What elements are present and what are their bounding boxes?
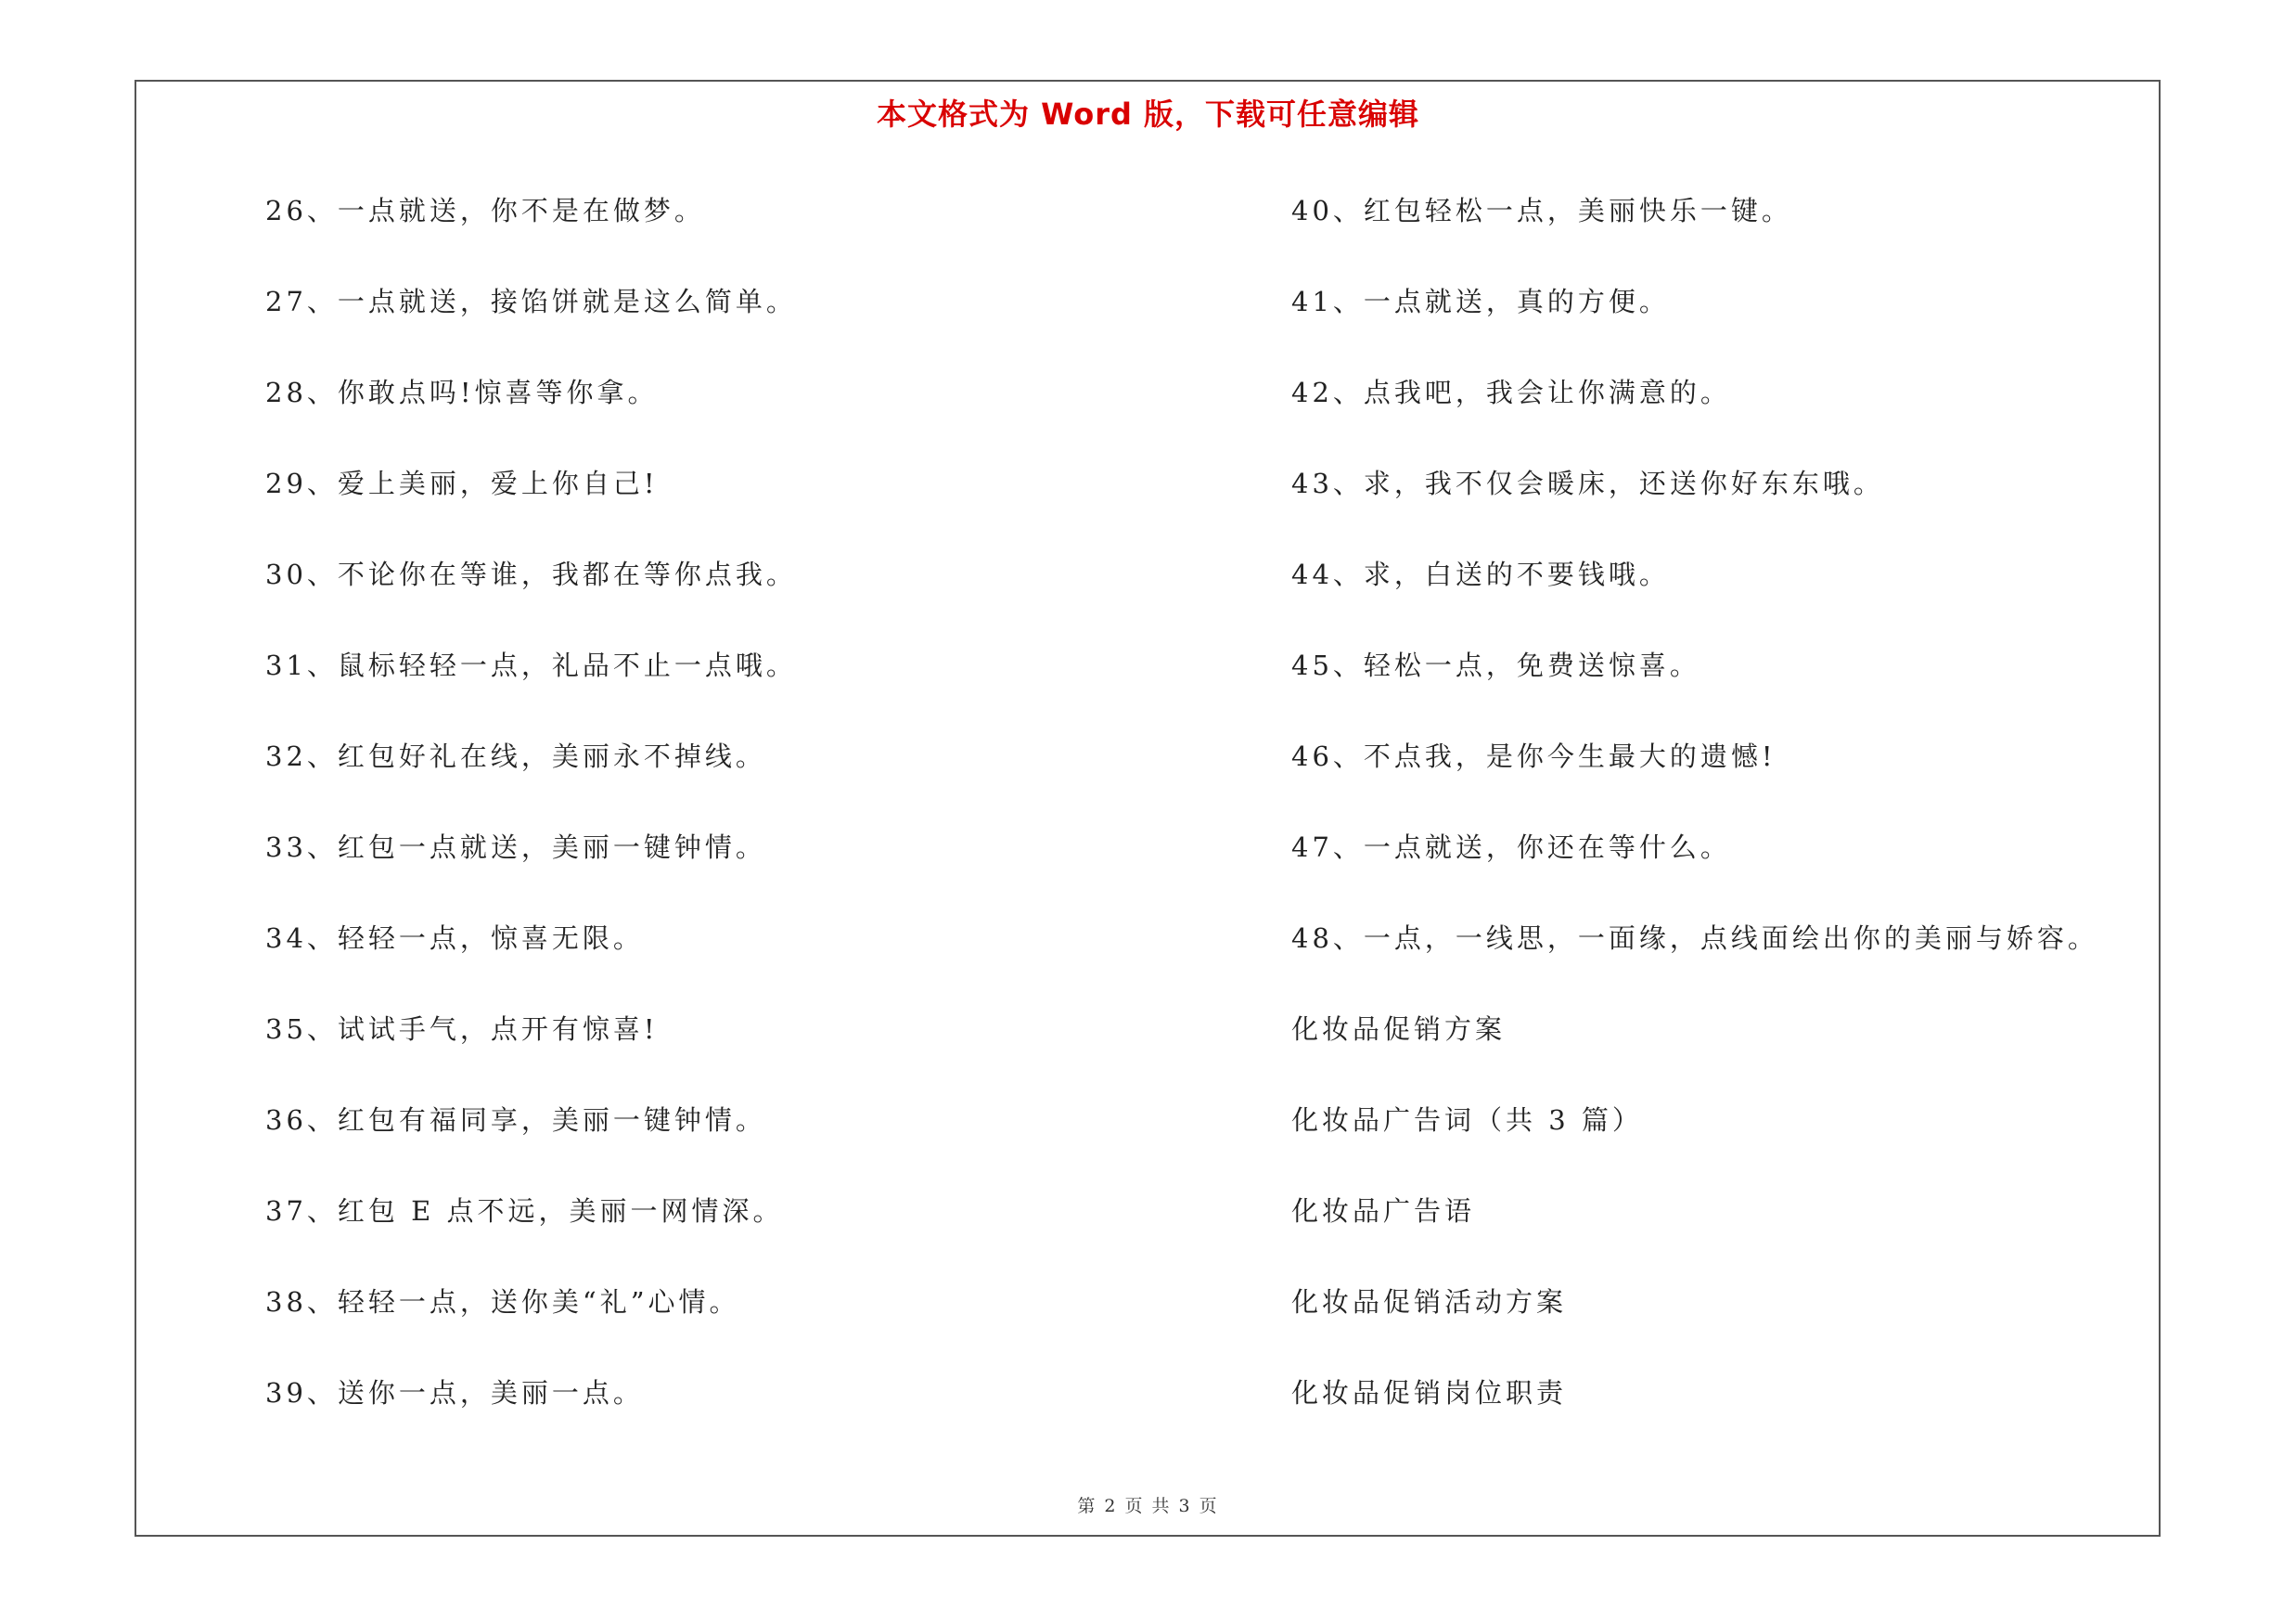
list-item: 46、不点我，是你今生最大的遗憾! bbox=[1291, 741, 1777, 772]
list-item: 35、试试手气，点开有惊喜! bbox=[265, 1013, 659, 1045]
related-link[interactable]: 化妆品广告语 bbox=[1291, 1195, 1476, 1227]
list-item: 45、轻松一点，免费送惊喜。 bbox=[1291, 650, 1700, 681]
list-item: 37、红包 E 点不远，美丽一网情深。 bbox=[265, 1195, 784, 1227]
editable-notice-banner: 本文格式为 Word 版，下载可任意编辑 bbox=[876, 97, 1420, 132]
list-item: 27、一点就送，接馅饼就是这么简单。 bbox=[265, 286, 797, 317]
list-item: 36、红包有福同享，美丽一键钟情。 bbox=[265, 1104, 766, 1136]
page-number: 第 2 页 共 3 页 bbox=[1077, 1496, 1219, 1516]
list-item: 26、一点就送，你不是在做梦。 bbox=[265, 195, 705, 226]
related-link[interactable]: 化妆品促销活动方案 bbox=[1291, 1286, 1568, 1318]
right-column bbox=[1291, 186, 2126, 1459]
list-item: 48、一点，一线思，一面缘，点线面绘出你的美丽与娇容。 bbox=[1291, 922, 2098, 954]
list-item: 42、点我吧，我会让你满意的。 bbox=[1291, 377, 1731, 408]
related-link[interactable]: 化妆品广告词（共 3 篇） bbox=[1291, 1104, 1643, 1136]
list-item: 47、一点就送，你还在等什么。 bbox=[1291, 831, 1731, 863]
list-item: 32、红包好礼在线，美丽永不掉线。 bbox=[265, 741, 766, 772]
list-item: 41、一点就送，真的方便。 bbox=[1291, 286, 1670, 317]
list-item: 31、鼠标轻轻一点，礼品不止一点哦。 bbox=[265, 650, 797, 681]
related-link[interactable]: 化妆品促销岗位职责 bbox=[1291, 1377, 1568, 1409]
list-item: 40、红包轻松一点，美丽快乐一键。 bbox=[1291, 195, 1792, 226]
list-item: 43、求，我不仅会暖床，还送你好东东哦。 bbox=[1291, 468, 1884, 499]
list-item: 39、送你一点，美丽一点。 bbox=[265, 1377, 644, 1409]
left-column bbox=[265, 186, 1239, 1459]
list-item: 44、求，白送的不要钱哦。 bbox=[1291, 559, 1670, 590]
list-item: 30、不论你在等谁，我都在等你点我。 bbox=[265, 559, 797, 590]
list-item: 34、轻轻一点，惊喜无限。 bbox=[265, 922, 644, 954]
related-link[interactable]: 化妆品促销方案 bbox=[1291, 1013, 1507, 1045]
list-item: 28、你敢点吗!惊喜等你拿。 bbox=[265, 377, 659, 408]
list-item: 33、红包一点就送，美丽一键钟情。 bbox=[265, 831, 766, 863]
list-item: 29、爱上美丽，爱上你自己! bbox=[265, 468, 659, 499]
list-item: 38、轻轻一点，送你美“礼”心情。 bbox=[265, 1286, 740, 1318]
